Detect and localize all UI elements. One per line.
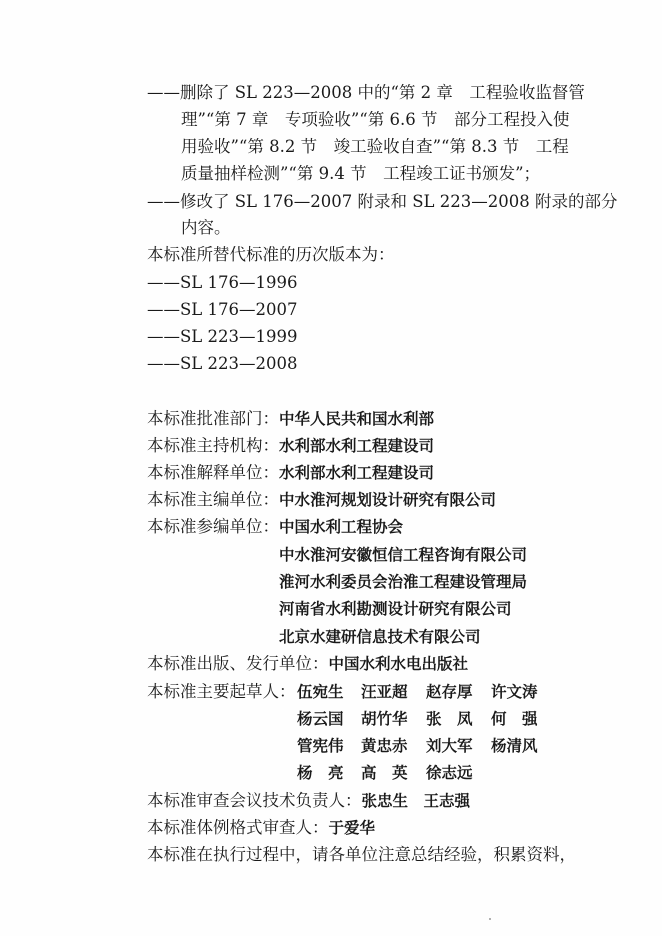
history-item-3: ——SL 223—1999	[147, 327, 298, 346]
host-row	[147, 436, 434, 456]
change-line-3: 用验收”“第 8.2 节 竣工验收自查”“第 8.3 节 工程	[181, 137, 569, 156]
history-title: 本标准所替代标准的历次版本为：	[147, 245, 395, 264]
drafter-name: 杨清风	[491, 737, 538, 755]
review-value: 张忠生 王志强	[361, 792, 471, 810]
drafter-name: 赵存厚	[426, 683, 473, 701]
change-line-4: 质量抽样检测”“第 9.4 节 工程竣工证书颁发”；	[181, 164, 541, 183]
drafter-name: 许文涛	[491, 683, 538, 701]
publish-value: 中国水利水电出版社	[328, 655, 469, 673]
participant-1: 中国水利工程协会	[279, 518, 404, 536]
interpret-value: 水利部水利工程建设司	[279, 464, 435, 482]
interpret-row	[147, 463, 434, 483]
drafters-row-3	[297, 736, 538, 756]
change-line-5: ——修改了 SL 176—2007 附录和 SL 223—2008 附录的部分	[147, 192, 618, 211]
approve-row	[147, 409, 434, 429]
drafter-name: 张 凤	[426, 710, 473, 728]
interpret-label: 本标准解释单位：	[147, 463, 279, 482]
history-item-4: ——SL 223—2008	[147, 354, 298, 373]
scan-speck	[489, 918, 491, 920]
drafter-name: 徐志远	[426, 764, 473, 782]
participant-5: 北京水建研信息技术有限公司	[279, 628, 481, 646]
change-line-6: 内容。	[181, 218, 231, 237]
drafter-name: 黄忠赤	[361, 737, 408, 755]
drafters-row-2	[297, 709, 538, 729]
chief-row	[147, 490, 496, 510]
drafter-name: 高 英	[361, 764, 408, 782]
drafter-name: 杨云国	[297, 710, 344, 728]
drafter-name: 伍宛生	[297, 683, 344, 701]
chief-value: 中水淮河规划设计研究有限公司	[279, 491, 497, 509]
drafter-name: 汪亚超	[361, 683, 408, 701]
participant-3: 淮河水利委员会治淮工程建设管理局	[279, 573, 528, 591]
review-row	[147, 791, 470, 811]
chief-label: 本标准主编单位：	[147, 490, 279, 509]
drafter-name: 刘大军	[426, 737, 473, 755]
change-line-2: 理”“第 7 章 专项验收”“第 6.6 节 部分工程投入使	[181, 110, 570, 129]
format-row	[147, 818, 375, 838]
participant-4: 河南省水利勘测设计研究有限公司	[279, 600, 512, 618]
publish-label: 本标准出版、发行单位：	[147, 654, 329, 673]
review-label: 本标准审查会议技术负责人：	[147, 791, 362, 810]
drafters-row-4	[297, 763, 473, 783]
drafter-name: 管宪伟	[297, 737, 344, 755]
host-label: 本标准主持机构：	[147, 436, 279, 455]
closing-text: 本标准在执行过程中，请各单位注意总结经验，积累资料，	[147, 845, 576, 864]
publish-row	[147, 654, 468, 674]
participants-label: 本标准参编单位：	[147, 517, 279, 536]
format-value: 于爱华	[328, 819, 376, 837]
drafters-label: 本标准主要起草人：	[147, 682, 296, 701]
drafter-name: 杨 亮	[297, 764, 344, 782]
format-label: 本标准体例格式审查人：	[147, 818, 329, 837]
drafter-name: 胡竹华	[361, 710, 408, 728]
participant-2: 中水淮河安徽恒信工程咨询有限公司	[279, 546, 528, 564]
host-value: 水利部水利工程建设司	[279, 437, 435, 455]
history-item-1: ——SL 176—1996	[147, 273, 298, 292]
approve-label: 本标准批准部门：	[147, 409, 279, 428]
participants-row	[147, 517, 403, 537]
approve-value: 中华人民共和国水利部	[279, 410, 435, 428]
drafters-row-1	[297, 682, 538, 702]
drafter-name: 何 强	[491, 710, 538, 728]
change-line-1: ——删除了 SL 223—2008 中的“第 2 章 工程验收监督管	[147, 83, 585, 102]
history-item-2: ——SL 176—2007	[147, 300, 298, 319]
